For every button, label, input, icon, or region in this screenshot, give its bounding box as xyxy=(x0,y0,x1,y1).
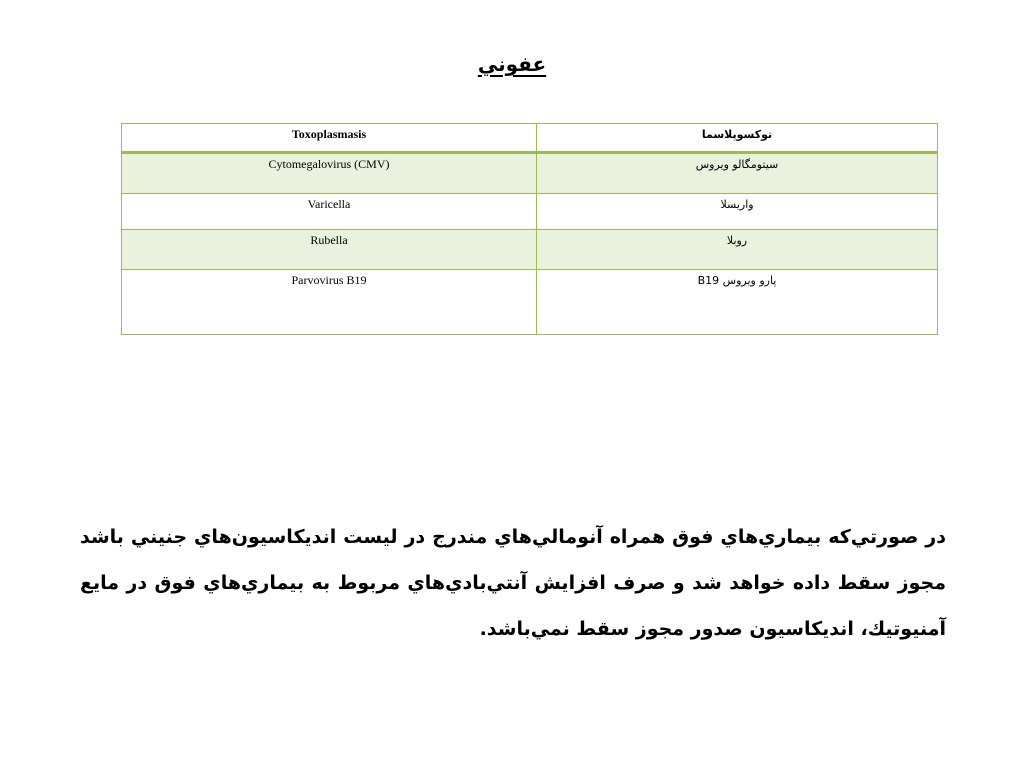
cell-english: Parvovirus B19 xyxy=(122,270,537,335)
table-row xyxy=(122,194,938,230)
cell-persian: سيتومگالو ويروس xyxy=(537,153,938,194)
header-cell-english: Toxoplasmasis xyxy=(122,124,537,153)
header-cell-persian: توكسوپلاسما xyxy=(537,124,938,153)
cell-english: Varicella xyxy=(122,194,537,230)
page-title-text: عفوني xyxy=(477,52,547,76)
table-row xyxy=(122,230,938,270)
infections-table xyxy=(121,123,938,335)
table-row xyxy=(122,270,938,335)
table-row xyxy=(122,153,938,194)
cell-english: Rubella xyxy=(122,230,537,270)
table-header-row xyxy=(122,124,938,153)
cell-persian: واريسلا xyxy=(537,194,938,230)
body-paragraph: در صورتي‌که بيماري‌هاي فوق همراه آنومالي‌هاي مندرج در ليست انديكاسيون‌هاي جنيني باشد مجوز سقط داده خواهد شد و صرف افزايش آنتي‌بادي‌هاي مربوط به بيماري‌هاي فوق در مايع آمنيوتيك، انديكاسيون صدور مجوز سقط نمي‌باشد. xyxy=(80,526,946,640)
page-title xyxy=(0,50,1024,78)
cell-persian: روبلا xyxy=(537,230,938,270)
cell-english: Cytomegalovirus (CMV) xyxy=(122,153,537,194)
cell-persian: پارو ويروس B19 xyxy=(537,270,938,335)
